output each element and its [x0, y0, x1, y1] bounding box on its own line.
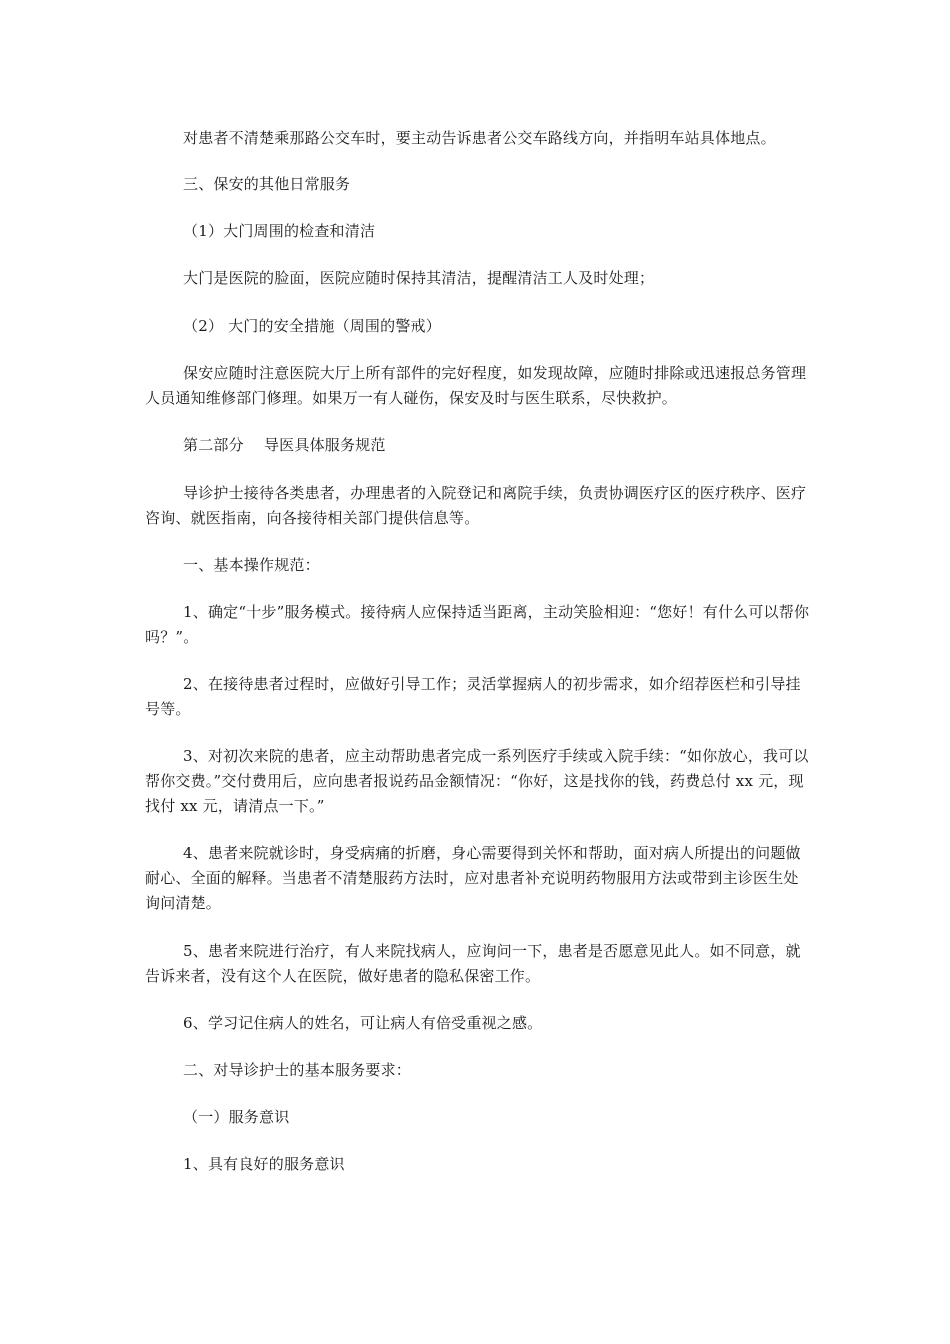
paragraph-nurse-duties: 导诊护士接待各类患者，办理患者的入院登记和离院手续，负责协调医疗区的医疗秩序、医疗咨询、就医指南，向各接待相关部门提供信息等。 — [145, 484, 807, 527]
list-item-3: 3、对初次来院的患者，应主动帮助患者完成一系列医疗手续或入院手续：“如你放心，我可以帮你交费。”交付费用后，应向患者报说药品金额情况：“你好，这是找你的钱，药费总付 xx 元，现找付 xx 元，请清点一下。” — [145, 747, 809, 815]
list-item-good-service-awareness: 1、具有良好的服务意识 — [183, 1155, 345, 1173]
list-item-5: 5、患者来院进行治疗，有人来院找病人，应询问一下，患者是否愿意见此人。如不同意，就告诉来者，没有这个人在医院，做好患者的隐私保密工作。 — [145, 942, 801, 985]
paragraph-bus-directions: 对患者不清楚乘那路公交车时，要主动告诉患者公交车路线方向，并指明车站具体地点。 — [183, 129, 776, 147]
list-item-2: 2、在接待患者过程时，应做好引导工作；灵活掌握病人的初步需求，如介绍荐医栏和引导挂号等。 — [145, 675, 801, 718]
heading-basic-operations: 一、基本操作规范： — [183, 556, 320, 574]
list-item-6: 6、学习记住病人的姓名，可让病人有倍受重视之感。 — [183, 1014, 543, 1032]
subheading-service-awareness: （一）服务意识 — [183, 1108, 290, 1126]
paragraph-lobby-maintenance: 保安应随时注意医院大厅上所有部件的完好程度，如发现故障，应随时排除或迅速报总务管理人员通知维修部门修理。如果万一有人碰伤，保安及时与医生联系，尽快救护。 — [145, 364, 807, 407]
heading-part-two: 第二部分 导医具体服务规范 — [183, 436, 386, 454]
heading-service-requirements: 二、对导诊护士的基本服务要求： — [183, 1061, 412, 1079]
subheading-gate-inspection: （1）大门周围的检查和清洁 — [183, 222, 376, 240]
paragraph-gate-cleanliness: 大门是医院的脸面，医院应随时保持其清洁，提醒清洁工人及时处理； — [183, 269, 655, 287]
list-item-1: 1、确定“十步”服务模式。接待病人应保持适当距离，主动笑脸相迎：“您好！有什么可以帮你吗？”。 — [145, 603, 810, 646]
heading-security-other-services: 三、保安的其他日常服务 — [183, 175, 351, 193]
list-item-4: 4、患者来院就诊时，身受病痛的折磨，身心需要得到关怀和帮助，面对病人所提出的问题做耐心、全面的解释。当患者不清楚服药方法时，应对患者补充说明药物服用方法或带到主诊医生处询问清楚。 — [145, 844, 801, 912]
subheading-gate-safety: （2） 大门的安全措施（周围的警戒） — [183, 317, 441, 335]
